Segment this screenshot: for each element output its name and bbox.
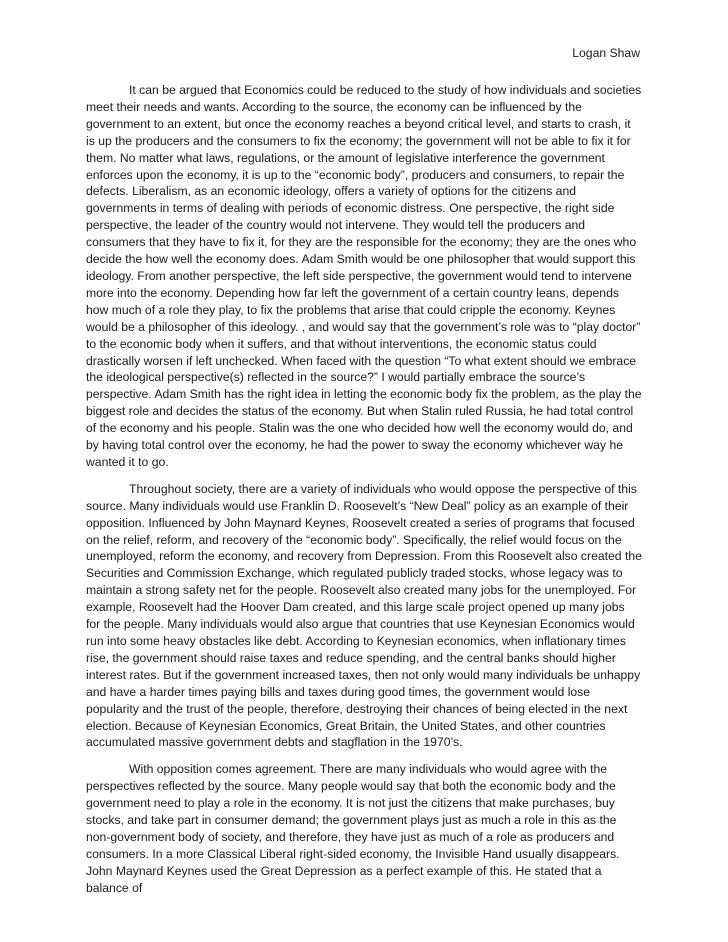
paragraph-2: Throughout society, there are a variety of individuals who would oppose the perspective of this source. Many individuals would use Franklin D. Roosevelt’s “New Deal” policy as an example of their opposition. Influenced by John Maynard Keynes, Roosevelt created a series of programs that focused on the relief, reform, and recovery of the “economic body”. Specifically, the relief would focus on the unemployed, reform the economy, and recovery from Depression. From this Roosevelt also created the Securities and Commission Exchange, which regulated publicly traded stocks, whose legacy was to maintain a strong safety net for the people. Roosevelt also created many jobs for the unemployed. For example, Roosevelt had the Hoover Dam created, and this large scale project opened up many jobs for the people. Many individuals would also argue that countries that use Keynesian Economics would run into some heavy obstacles like debt. According to Keynesian economics, when inflationary times rise, the government should raise taxes and reduce spending, and the central banks should higher interest rates. But if the government increased taxes, then not only would many individuals be unhappy and have a harder times paying bills and taxes during good times, the government would lose popularity and the trust of the people, therefore, destroying their chances of being elected in the next election. Because of Keynesian Economics, Great Britain, the United States, and other countries accumulated massive government debts and stagflation in the 1970’s.	[86, 481, 642, 750]
paragraph-1: It can be argued that Economics could be reduced to the study of how individuals and societies meet their needs and wants. According to the source, the economy can be influenced by the government to an extent, but once the economy reaches a beyond critical level, and starts to crash, it is up the producers and the consumers to fix the economy; the government will not be able to fix it for them. No matter what laws, regulations, or the amount of legislative interference the government enforces upon the economy, it is up to the “economic body”, producers and consumers, to repair the defects. Liberalism, as an economic ideology, offers a variety of options for the citizens and governments in terms of dealing with periods of economic distress. One perspective, the right side perspective, the leader of the country would not intervene. They would tell the producers and consumers that they have to fix it, for they are the responsible for the economy; they are the ones who decide the how well the economy does. Adam Smith would be one philosopher that would support this ideology. From another perspective, the left side perspective, the government would tend to intervene more into the economy. Depending how far left the government of a certain country leans, depends how much of a role they play, to fix the problems that arise that could cripple the economy. Keynes would be a philosopher of this ideology. , and would say that the government’s role was to “play doctor” to the economic body when it suffers, and that without interventions, the economic status could drastically worsen if left unchecked. When faced with the question “To what extent should we embrace the ideological perspective(s) reflected in the source?” I would partially embrace the source’s perspective. Adam Smith has the right idea in letting the economic body fix the problem, as the play the biggest role and decides the status of the economy. But when Stalin ruled Russia, he had total control of the economy and his people. Stalin was the one who decided how well the economy would do, and by having total control over the economy, he had the power to sway the economy whichever way he wanted it to go.	[86, 83, 642, 469]
author-name: Logan Shaw	[572, 46, 640, 60]
essay-body	[86, 82, 642, 907]
paragraph-3: With opposition comes agreement. There are many individuals who would agree with the perspectives reflected by the source. Many people would say that both the economic body and the government need to play a role in the economy. It is not just the citizens that make purchases, buy stocks, and take part in consumer demand; the government plays just as much a role in this as the non-government body of society, and therefore, they have just as much of a role as producers and consumers. In a more Classical Liberal right-sided economy, the Invisible Hand usually disappears. John Maynard Keynes used the Great Depression as a perfect example of this. He stated that a balance of	[86, 762, 620, 895]
